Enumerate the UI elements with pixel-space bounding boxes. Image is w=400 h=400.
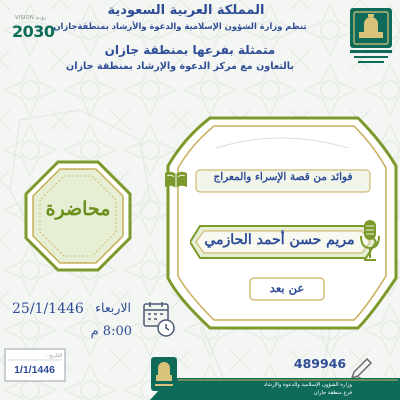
delivery-mode: عن بعد bbox=[269, 281, 305, 295]
stamp-date-label: التاريخ : bbox=[45, 353, 62, 359]
ministry-logo bbox=[346, 6, 396, 68]
event-time-value: 8:00 م bbox=[90, 324, 132, 339]
lecture-type: محاضرة bbox=[45, 198, 111, 220]
mosque-icon bbox=[150, 356, 178, 392]
reference-number: 489946 bbox=[293, 356, 347, 371]
microphone-icon bbox=[358, 218, 382, 264]
event-time bbox=[74, 324, 132, 339]
footer-branch: فرع منطقة جازان bbox=[313, 390, 352, 396]
calendar-clock-icon bbox=[142, 300, 176, 338]
branch-line: متمثلة بفرعها بمنطقة جازان bbox=[104, 43, 276, 57]
footer-ministry: وزارة الشؤون الإسلامية والدعوة والإرشاد bbox=[263, 382, 352, 388]
event-day: الاربعاء bbox=[95, 300, 131, 315]
event-date: 25/1/1446 bbox=[12, 301, 84, 317]
vision-label: VISION رؤيـة bbox=[15, 15, 47, 21]
stamp-date: 1/1/1446 bbox=[14, 364, 55, 376]
book-icon bbox=[163, 169, 189, 191]
vision-year: 2030 bbox=[12, 22, 55, 41]
kingdom-title: المملكة العربية السعودية bbox=[107, 3, 265, 18]
ministry-line: تنظم وزارة الشؤون الإسلامية والدعوة والأرشاد بمنطقةجازان bbox=[53, 21, 307, 31]
cooperation-line: بالتعاون مع مركز الدعوة والإرشاد بمنطقة جازان bbox=[66, 61, 294, 72]
lecture-topic: فوائد من قصة الإسراء والمعراج bbox=[213, 171, 353, 183]
speaker-name: مريم حسن أحمد الحازمي bbox=[204, 232, 355, 248]
